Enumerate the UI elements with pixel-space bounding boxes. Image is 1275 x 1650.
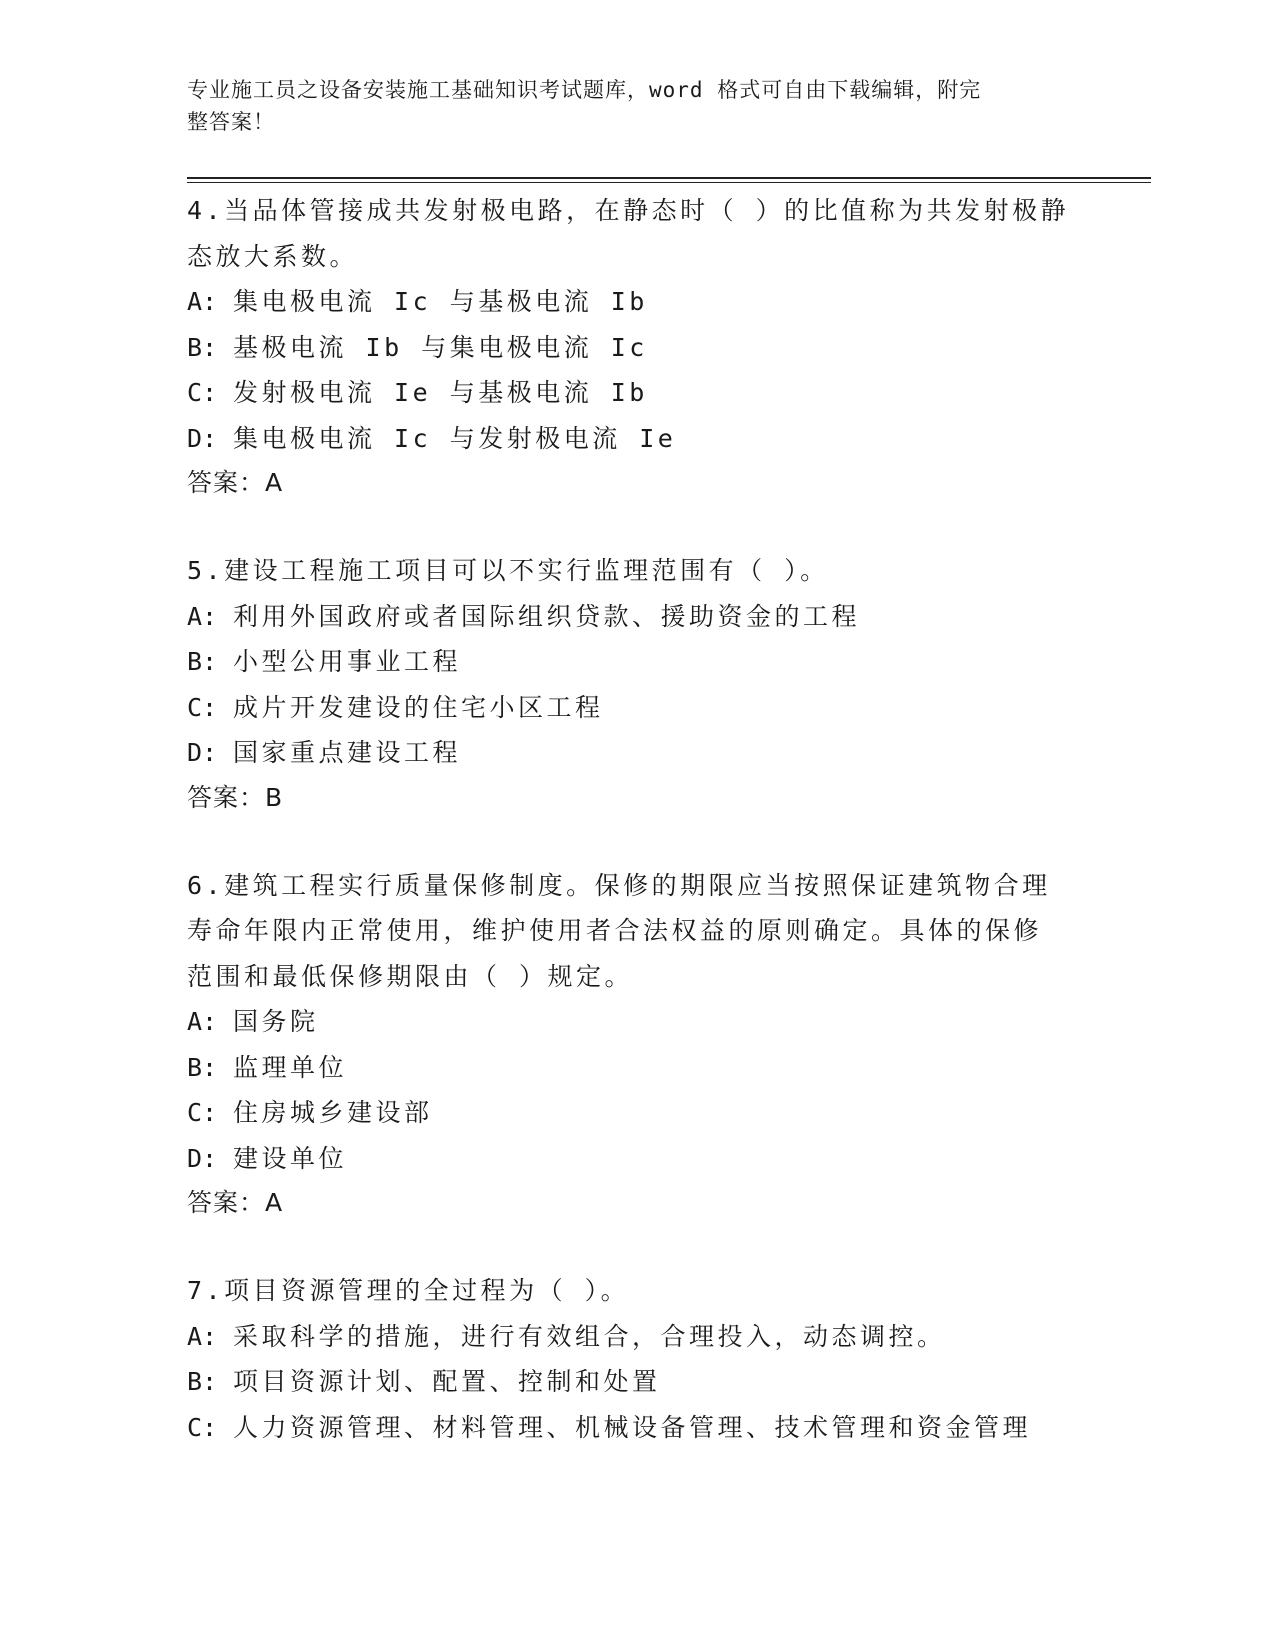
option-b <box>187 639 1087 685</box>
option-c <box>187 370 1087 416</box>
answer-line: 答案：A <box>187 468 284 497</box>
option-key: A: <box>187 1321 218 1351</box>
option-b <box>187 325 1087 371</box>
question-stem-line: 4.当品体管接成共发射极电路，在静态时（ ）的比值称为共发射极静 <box>187 196 1070 225</box>
option-text: 小型公用事业工程 <box>233 647 462 676</box>
option-a <box>187 279 1087 325</box>
question-stem-line: 寿命年限内正常使用，维护使用者合法权益的原则确定。具体的保修 <box>187 916 1043 945</box>
answer-line: 答案：B <box>187 782 284 812</box>
option-text: 利用外国政府或者国际组织贷款、援助资金的工程 <box>233 601 861 631</box>
question-6 <box>187 863 1087 1226</box>
option-key: D: <box>187 738 218 767</box>
document-header <box>187 74 1067 138</box>
option-key: D: <box>187 1143 218 1173</box>
option-text: 集电极电流 Ic 与基极电流 Ib <box>233 287 648 316</box>
option-text: 集电极电流 Ic 与发射极电流 Ie <box>233 423 677 453</box>
option-key: B: <box>187 1367 218 1396</box>
question-5 <box>187 548 1087 820</box>
option-text: 项目资源计划、配置、控制和处置 <box>233 1367 661 1396</box>
option-a <box>187 594 1087 640</box>
option-key: A: <box>187 287 218 316</box>
option-text: 基极电流 Ib 与集电极电流 Ic <box>233 332 648 362</box>
option-text: 建设单位 <box>233 1143 348 1173</box>
question-stem-line: 范围和最低保修期限由（ ）规定。 <box>187 961 634 991</box>
option-d <box>187 416 1087 462</box>
option-c <box>187 1090 1087 1136</box>
option-key: C: <box>187 1412 218 1442</box>
question-stem-line: 6.建筑工程实行质量保修制度。保修的期限应当按照保证建筑物合理 <box>187 870 1051 900</box>
option-key: C: <box>187 692 218 722</box>
question-4 <box>187 188 1087 505</box>
option-text: 国家重点建设工程 <box>233 738 462 767</box>
option-a <box>187 999 1087 1045</box>
option-key: B: <box>187 332 218 362</box>
option-text: 国务院 <box>233 1007 319 1036</box>
option-text: 采取科学的措施，进行有效组合，合理投入，动态调控。 <box>233 1321 946 1351</box>
option-b <box>187 1045 1087 1091</box>
header-line-2: 整答案！ <box>187 110 275 134</box>
header-line-1: 专业施工员之设备安装施工基础知识考试题库，word 格式可自由下载编辑，附完 <box>187 78 982 102</box>
option-text: 监理单位 <box>233 1052 348 1082</box>
option-text: 成片开发建设的住宅小区工程 <box>233 692 604 722</box>
header-divider-thin <box>187 182 1151 183</box>
question-7 <box>187 1268 1087 1450</box>
option-text: 住房城乡建设部 <box>233 1098 433 1127</box>
option-key: A: <box>187 1007 218 1036</box>
question-list <box>187 188 1087 1450</box>
option-text: 发射极电流 Ie 与基极电流 Ib <box>233 378 648 407</box>
option-text: 人力资源管理、材料管理、机械设备管理、技术管理和资金管理 <box>233 1412 1032 1442</box>
option-key: C: <box>187 1098 218 1127</box>
header-divider-thick <box>187 177 1151 179</box>
option-d <box>187 1136 1087 1182</box>
option-b <box>187 1359 1087 1405</box>
question-stem-line: 5.建设工程施工项目可以不实行监理范围有（ ）。 <box>187 556 829 585</box>
option-key: B: <box>187 1052 218 1082</box>
question-stem-line: 7.项目资源管理的全过程为（ ）。 <box>187 1276 630 1305</box>
option-key: C: <box>187 378 218 407</box>
answer-line: 答案：A <box>187 1188 284 1217</box>
option-key: B: <box>187 647 218 676</box>
option-d <box>187 730 1087 776</box>
option-c <box>187 685 1087 731</box>
option-key: A: <box>187 601 218 631</box>
option-c <box>187 1405 1087 1451</box>
option-a <box>187 1314 1087 1360</box>
option-key: D: <box>187 423 218 453</box>
question-stem-line: 态放大系数。 <box>187 241 359 271</box>
